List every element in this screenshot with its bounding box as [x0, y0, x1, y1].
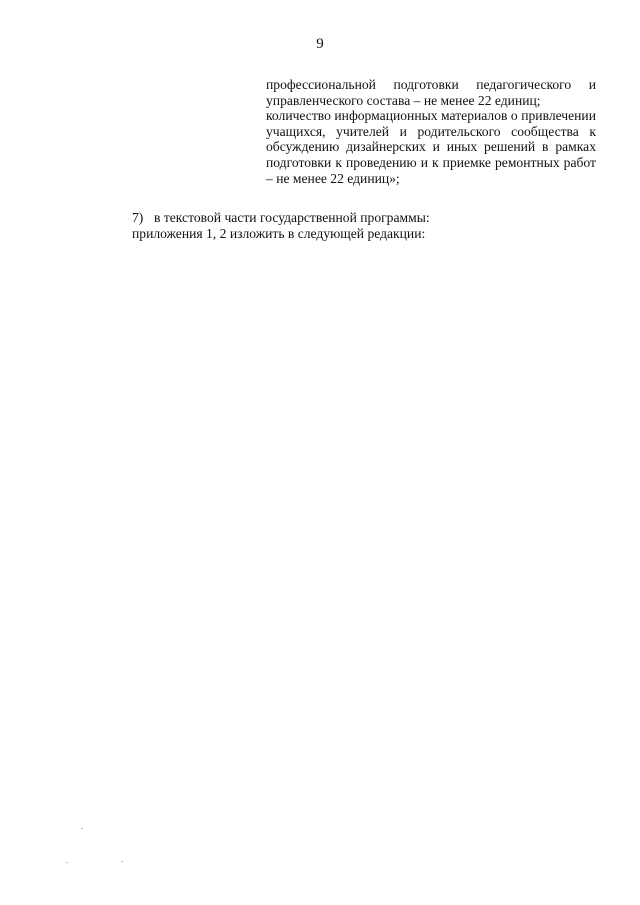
- scan-speck: [81, 828, 83, 829]
- amendment-block: [132, 210, 572, 242]
- indicator-paragraph: профессиональной подготовки педагогического и управленческого состава – не менее 22 единиц;: [266, 77, 596, 108]
- amendment-number: 7): [132, 210, 144, 225]
- indicators-block: [266, 77, 596, 186]
- amendment-text: в текстовой части государственной программы:: [154, 210, 430, 225]
- scan-speck: [121, 861, 123, 862]
- amendment-item: [132, 210, 572, 226]
- scan-speck: [66, 862, 68, 863]
- amendment-continuation: приложения 1, 2 изложить в следующей редакции:: [132, 226, 426, 241]
- indicator-paragraph: количество информационных материалов о привлечении учащихся, учителей и родительского сообщества к обсуждению дизайнерских и иных решений в рамках подготовки к проведению и к приемке ремонтных работ – не менее 22 единиц»;: [266, 108, 596, 186]
- page-number: 9: [316, 36, 324, 52]
